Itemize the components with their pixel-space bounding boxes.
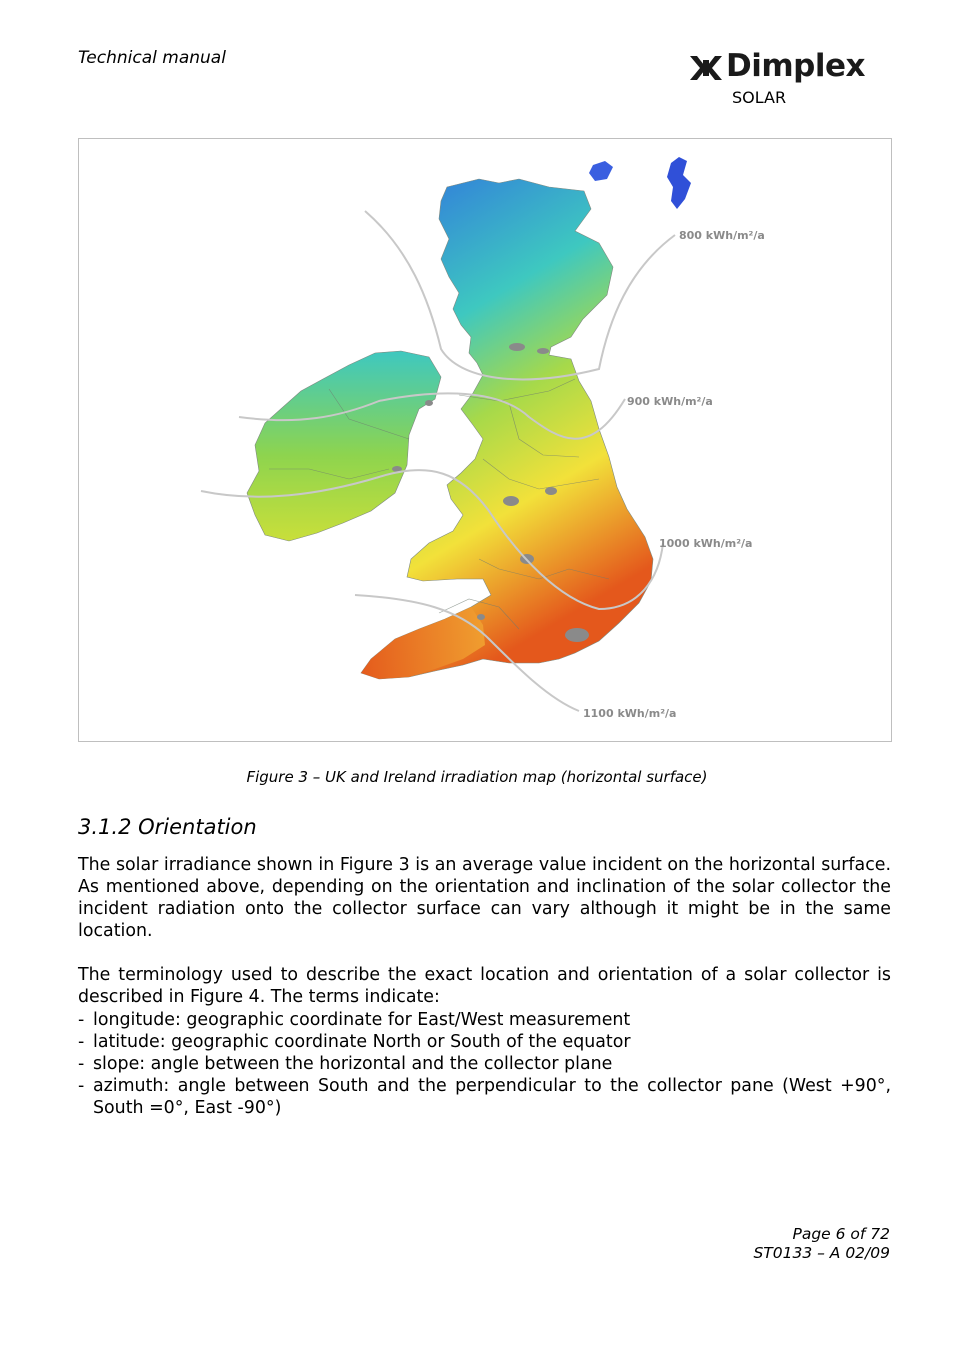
page-number: Page 6 of 72	[792, 1225, 890, 1243]
page-footer	[753, 1225, 890, 1263]
isoline-label-1100: 1100 kWh/m²/a	[583, 707, 677, 720]
logo-brand: Dimplex	[726, 48, 865, 84]
irradiation-map-figure	[78, 138, 892, 742]
isoline-label-800: 800 kWh/m²/a	[679, 229, 765, 242]
dimplex-mark-icon	[686, 50, 726, 86]
document-code: ST0133 – A 02/09	[753, 1244, 890, 1262]
dimplex-logo	[686, 50, 890, 110]
terms-list	[78, 1009, 891, 1119]
isoline-label-900: 900 kWh/m²/a	[627, 395, 713, 408]
figure-caption: Figure 3 – UK and Ireland irradiation map (horizontal surface)	[246, 768, 708, 786]
orkney-islands	[589, 161, 613, 181]
section-heading: 3.1.2 Orientation	[78, 815, 257, 839]
ireland	[247, 351, 441, 541]
list-item: - azimuth: angle between South and the perpendicular to the collector pane (West +90°, South =0°, East -90°)	[78, 1075, 891, 1119]
paragraph-1: The solar irradiance shown in Figure 3 is an average value incident on the horizontal surface. As mentioned above, depending on the orientation and inclination of the solar collector the incident radiation onto the collector surface can vary although it might be in the same location.	[78, 855, 891, 941]
header-title: Technical manual	[78, 48, 226, 68]
paragraph-2: The terminology used to describe the exact location and orientation of a solar collector is described in Figure 4. The terms indicate:	[78, 965, 891, 1007]
isoline-label-1000: 1000 kWh/m²/a	[659, 537, 753, 550]
shetland-islands	[667, 157, 691, 209]
list-item: - latitude: geographic coordinate North or South of the equator	[78, 1031, 891, 1053]
list-item: - slope: angle between the horizontal and the collector plane	[78, 1053, 891, 1075]
logo-sub: SOLAR	[732, 88, 787, 107]
south-west-peninsula	[361, 607, 485, 679]
irradiation-map	[79, 139, 893, 743]
list-item: - longitude: geographic coordinate for East/West measurement	[78, 1009, 891, 1031]
